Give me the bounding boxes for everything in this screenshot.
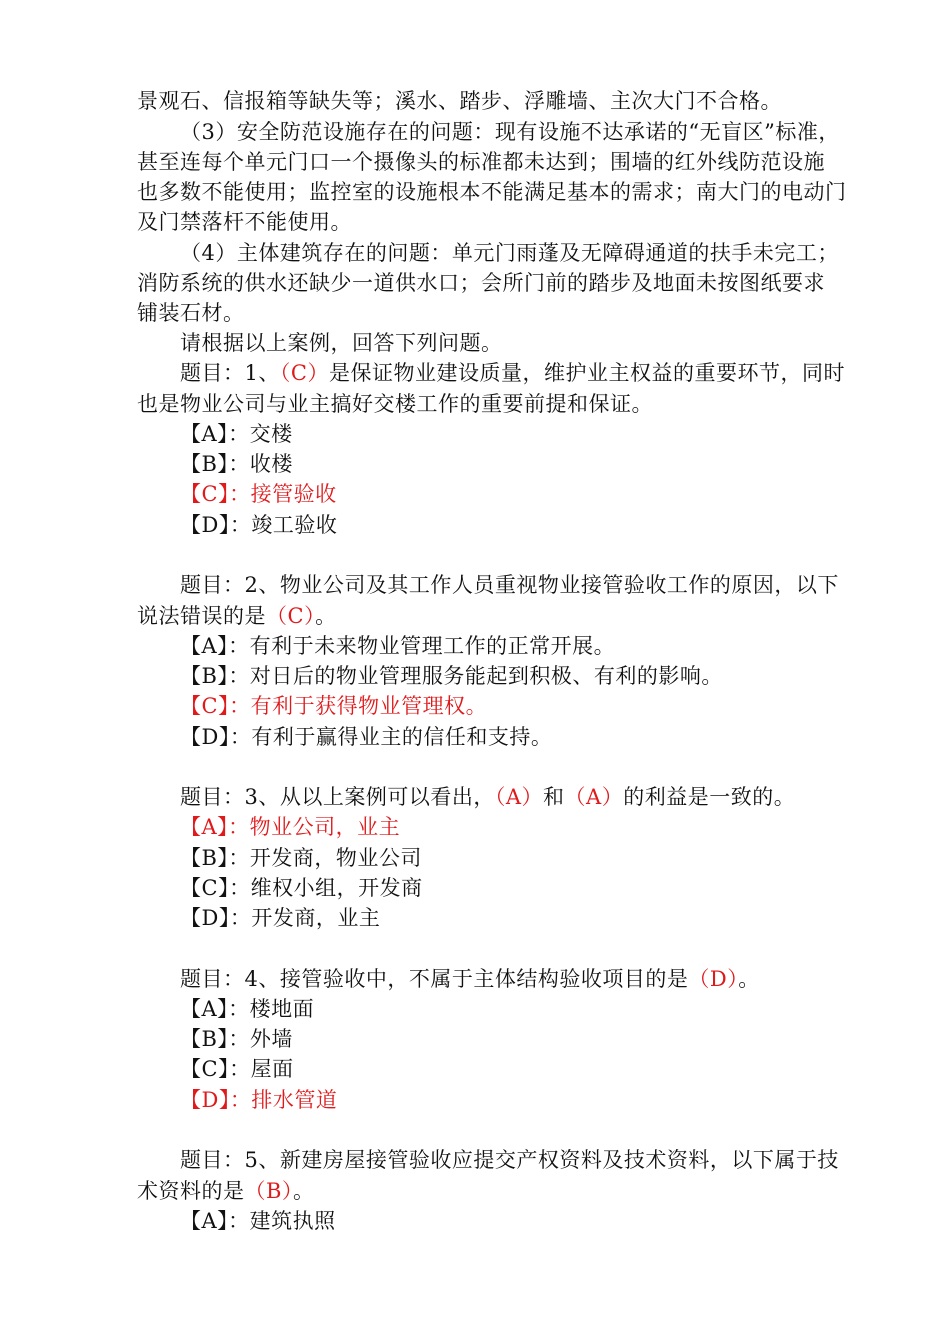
- question-1-prefix: 题目：1、: [180, 361, 280, 385]
- case-paragraph-4-line: 铺装石材。: [137, 301, 245, 325]
- question-1-line-2: 也是物业公司与业主搞好交楼工作的重要前提和保证。: [137, 392, 653, 416]
- question-5-text: 术资料的是: [137, 1179, 245, 1203]
- question-3-option-d: 【D】：开发商，业主: [180, 906, 381, 930]
- question-5-line: 题目：5、新建房屋接管验收应提交产权资料及技术资料，以下属于技: [180, 1148, 839, 1172]
- question-4-option-c: 【C】：屋面: [180, 1057, 294, 1081]
- question-1-answer: （C）: [279, 361, 329, 385]
- question-4-option-d-correct: 【D】：排水管道: [180, 1088, 338, 1112]
- question-1-text: 是保证物业建设质量，维护业主权益的重要环节，同时: [328, 361, 845, 385]
- question-4-option-b: 【B】：外墙: [180, 1027, 293, 1051]
- question-3-answer-2: （A）: [564, 785, 624, 809]
- question-1-option-d: 【D】：竣工验收: [180, 513, 338, 537]
- question-3-text: 题目：3、从以上案例可以看出，: [180, 785, 495, 809]
- question-4-line: [180, 964, 760, 994]
- question-2-line: 题目：2、物业公司及其工作人员重视物业接管验收工作的原因，以下: [180, 573, 839, 597]
- question-4-text: 题目：4、接管验收中，不属于主体结构验收项目的是: [180, 967, 689, 991]
- question-2-answer: （C）: [266, 604, 316, 628]
- question-5-option-a: 【A】：建筑执照: [180, 1209, 336, 1233]
- question-3-option-b: 【B】：开发商，物业公司: [180, 846, 422, 870]
- question-2-option-d: 【D】：有利于赢得业主的信任和支持。: [180, 725, 553, 749]
- question-5-end: 。: [292, 1179, 315, 1203]
- case-paragraph-3-line: 也多数不能使用；监控室的设施根本不能满足基本的需求；南大门的电动门: [137, 180, 847, 204]
- question-2-option-c-correct: 【C】：有利于获得物业管理权。: [180, 694, 488, 718]
- question-1-line: [180, 358, 845, 388]
- question-2-text: 说法错误的是: [137, 604, 266, 628]
- question-5-answer: （B）: [244, 1179, 293, 1203]
- case-text-line: 景观石、信报箱等缺失等；溪水、踏步、浮雕墙、主次大门不合格。: [137, 89, 782, 113]
- case-paragraph-3-line: （3）安全防范设施存在的问题：现有设施不达承诺的“无盲区”标准，: [180, 120, 840, 144]
- question-1-option-a: 【A】：交楼: [180, 422, 293, 446]
- question-1-option-b: 【B】：收楼: [180, 452, 293, 476]
- question-5-line-2: [137, 1176, 314, 1206]
- question-3-option-c: 【C】：维权小组，开发商: [180, 876, 423, 900]
- question-4-end: 。: [738, 967, 760, 991]
- case-paragraph-4-line: （4）主体建筑存在的问题：单元门雨蓬及无障碍通道的扶手未完工；: [180, 241, 839, 265]
- question-2-option-b: 【B】：对日后的物业管理服务能起到积极、有利的影响。: [180, 664, 723, 688]
- question-1-option-c-correct: 【C】：接管验收: [180, 482, 337, 506]
- question-3-and: 和: [543, 785, 565, 809]
- question-3-line: [180, 782, 795, 812]
- question-2-line-2: [137, 601, 337, 631]
- question-4-option-a: 【A】：楼地面: [180, 997, 315, 1021]
- question-3-end: 的利益是一致的。: [623, 785, 796, 809]
- case-paragraph-3-line: 及门禁落杆不能使用。: [137, 210, 352, 234]
- question-3-option-a-correct: 【A】：物业公司，业主: [180, 815, 401, 839]
- question-2-end: 。: [315, 604, 337, 628]
- question-4-answer: （D）: [688, 967, 739, 991]
- case-paragraph-3-line: 甚至连每个单元门口一个摄像头的标准都未达到；围墙的红外线防范设施: [137, 150, 825, 174]
- question-2-option-a: 【A】：有利于未来物业管理工作的正常开展。: [180, 634, 616, 658]
- instruction-line: 请根据以上案例，回答下列问题。: [180, 331, 503, 355]
- question-3-answer-1: （A）: [494, 785, 544, 809]
- case-paragraph-4-line: 消防系统的供水还缺少一道供水口；会所门前的踏步及地面未按图纸要求: [137, 271, 825, 295]
